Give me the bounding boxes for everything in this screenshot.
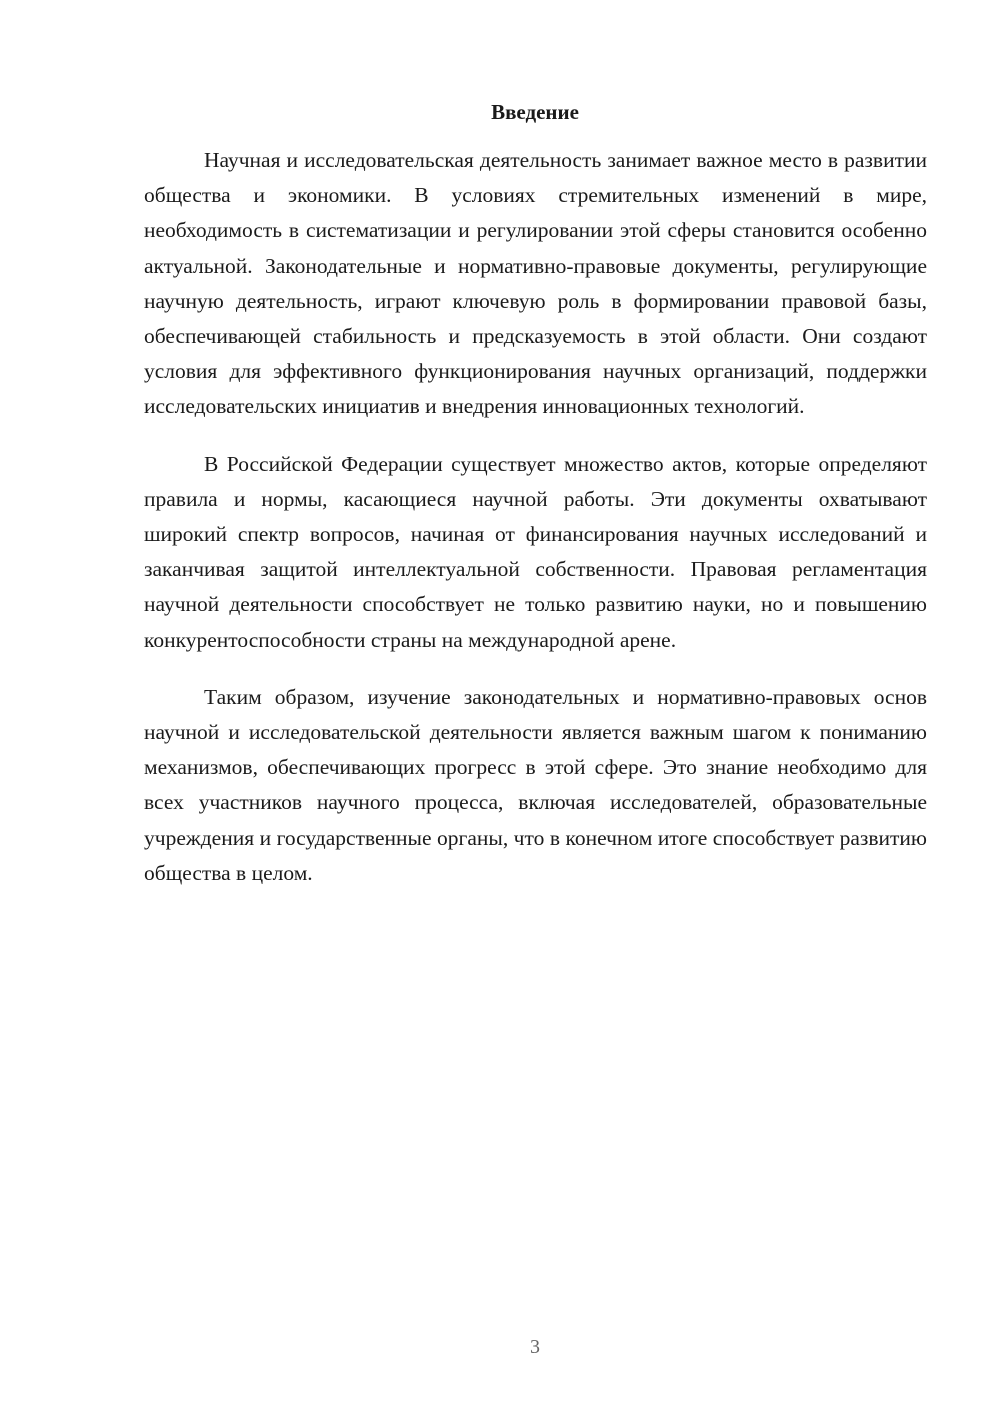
paragraph-1: Научная и исследовательская деятельность занимает важное место в развитии общества и экономики. В условиях стремительных изменений в мире, необходимость в систематизации и регулировании этой сферы становится особенно актуальной. Законодательные и нормативно-правовые документы, регулирующие научную деятельность, играют ключевую роль в формировании правовой базы, обеспечивающей стабильность и предсказуемость в этой области. Они создают условия для эффективного функционирования научных организаций, поддержки исследовательских инициатив и внедрения инновационных технологий. [144,148,927,419]
section-title: Введение [491,100,579,124]
body-text [144,143,927,913]
paragraph-2: В Российской Федерации существует множество актов, которые определяют правила и нормы, касающиеся научной работы. Эти документы охватывают широкий спектр вопросов, начиная от финансирования научных исследований и заканчивая защитой интеллектуальной собственности. Правовая регламентация научной деятельности способствует не только развитию науки, но и повышению конкурентоспособности страны на международной арене. [144,451,927,652]
page-number: 3 [530,1336,540,1358]
paragraph-3: Таким образом, изучение законодательных и нормативно-правовых основ научной и исследовательской деятельности является важным шагом к пониманию механизмов, обеспечивающих прогресс в этой сфере. Это знание необходимо для всех участников научного процесса, включая исследователей, образовательные учреждения и государственные органы, что в конечном итоге способствует развитию общества в целом. [144,684,927,885]
